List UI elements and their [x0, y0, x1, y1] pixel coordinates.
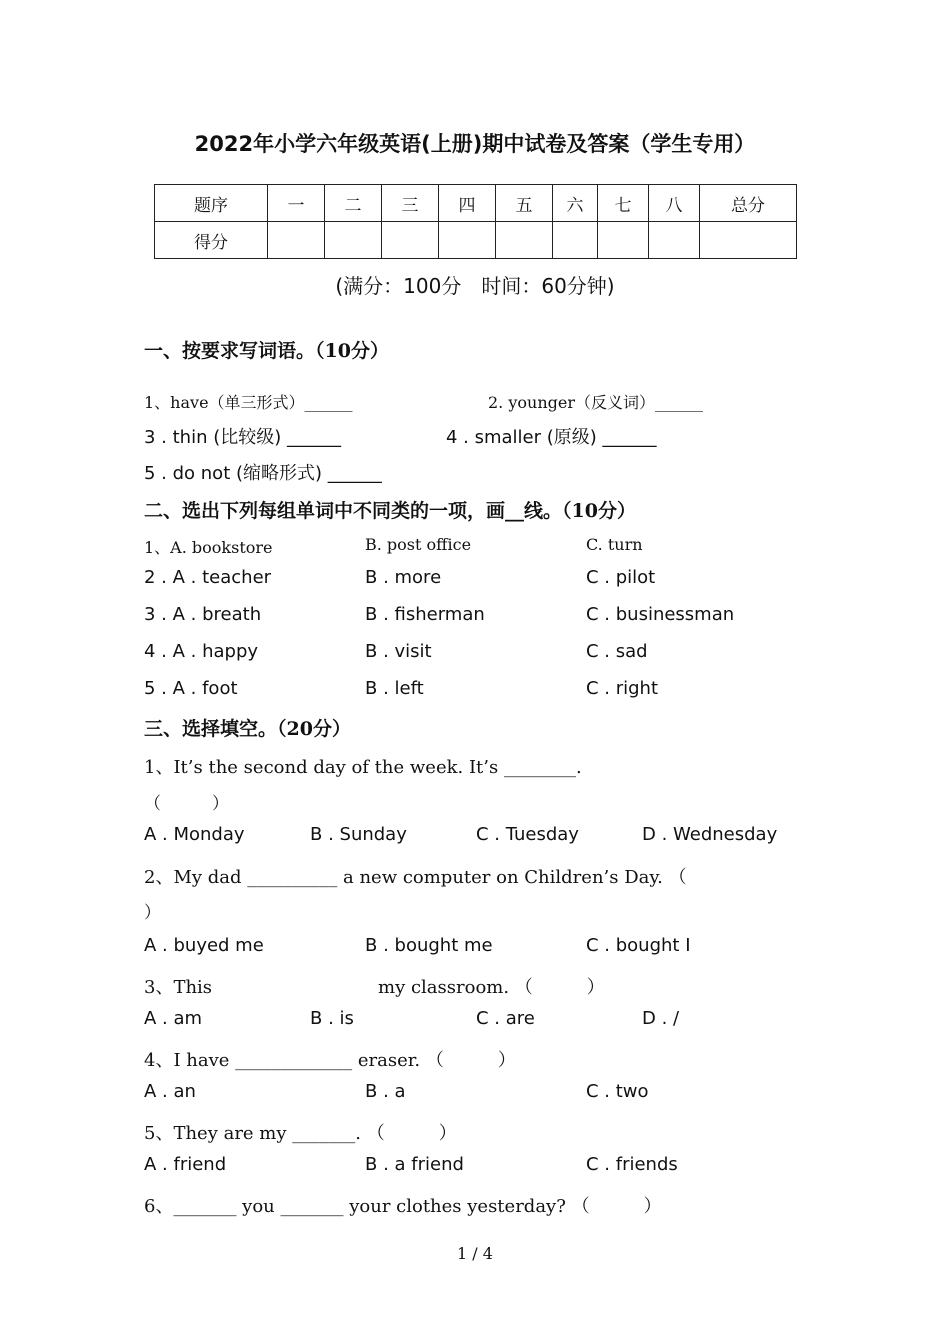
- header-cell: 八: [649, 185, 700, 222]
- header-cell: 一: [268, 185, 325, 222]
- question-5: 5、They are my _______. （ ）: [144, 1123, 457, 1144]
- header-cell: 四: [439, 185, 496, 222]
- question-1: 1、It’s the second day of the week. It’s ________.: [144, 757, 582, 778]
- score-cell[interactable]: [325, 222, 382, 259]
- section-2-option: 5 . A . foot: [144, 678, 238, 699]
- question-1-option: B . Sunday: [310, 824, 407, 845]
- question-5-option: A . friend: [144, 1154, 227, 1175]
- answer-bracket: （ ）: [144, 794, 229, 814]
- section-1-item: 3 . thin (比较级) ______: [144, 427, 341, 448]
- question-4-option: A . an: [144, 1081, 196, 1102]
- section-1-item: 4 . smaller (原级) ______: [446, 427, 657, 448]
- score-cell[interactable]: [382, 222, 439, 259]
- section-2-option: C . pilot: [586, 567, 656, 588]
- section-2-option: C. turn: [586, 535, 643, 554]
- score-cell[interactable]: [268, 222, 325, 259]
- section-2-option: 2 . A . teacher: [144, 567, 272, 588]
- question-4-option: B . a: [365, 1081, 406, 1102]
- question-3-start: 3、This: [144, 977, 213, 998]
- question-2-option: B . bought me: [365, 935, 493, 956]
- section-2-option: 4 . A . happy: [144, 641, 259, 662]
- score-cell[interactable]: [439, 222, 496, 259]
- header-cell: 题序: [155, 185, 268, 222]
- exam-subtitle: (满分：100分 时间：60分钟): [335, 274, 615, 298]
- score-cell[interactable]: [598, 222, 649, 259]
- question-3-option: D . /: [642, 1008, 680, 1029]
- section-1-item: 2. younger（反义词）______: [488, 393, 703, 412]
- section-2-option: C . sad: [586, 641, 648, 662]
- section-2-heading: 二、选出下列每组单词中不同类的一项，画__线。（10分）: [144, 500, 636, 522]
- score-table: [154, 184, 797, 259]
- section-2-option: 3 . A . breath: [144, 604, 262, 625]
- section-2-option: C . businessman: [586, 604, 735, 625]
- score-table-score-row: [155, 222, 797, 259]
- question-6: 6、_______ you _______ your clothes yesterday? （ ）: [144, 1196, 662, 1217]
- question-4-option: C . two: [586, 1081, 649, 1102]
- section-2-option: B . fisherman: [365, 604, 485, 625]
- section-2-option: 1、A. bookstore: [144, 538, 273, 557]
- score-cell[interactable]: [496, 222, 553, 259]
- section-3-heading: 三、选择填空。（20分）: [144, 718, 351, 740]
- header-cell: 五: [496, 185, 553, 222]
- question-4: 4、I have _____________ eraser. （ ）: [144, 1050, 516, 1071]
- section-2-option: B. post office: [365, 535, 472, 554]
- question-1-option: D . Wednesday: [642, 824, 778, 845]
- section-1-item: 5 . do not (缩略形式) ______: [144, 463, 382, 484]
- header-cell: 六: [553, 185, 598, 222]
- header-cell: 二: [325, 185, 382, 222]
- section-1-heading: 一、按要求写词语。（10分）: [144, 340, 389, 362]
- page-number: 1 / 4: [457, 1244, 493, 1263]
- page-title: 2022年小学六年级英语(上册)期中试卷及答案（学生专用）: [194, 132, 756, 156]
- answer-bracket: ）: [144, 903, 161, 923]
- header-cell: 三: [382, 185, 439, 222]
- header-cell: 七: [598, 185, 649, 222]
- score-cell[interactable]: [700, 222, 797, 259]
- question-1-option: A . Monday: [144, 824, 245, 845]
- score-cell[interactable]: [553, 222, 598, 259]
- header-cell: 总分: [700, 185, 797, 222]
- question-3-option: C . are: [476, 1008, 535, 1029]
- section-2-option: C . right: [586, 678, 659, 699]
- question-2-option: C . bought I: [586, 935, 691, 956]
- score-row-label: 得分: [155, 222, 268, 259]
- score-table-header-row: [155, 185, 797, 222]
- section-1-item: 1、have（单三形式）______: [144, 393, 353, 412]
- question-5-option: C . friends: [586, 1154, 678, 1175]
- question-5-option: B . a friend: [365, 1154, 464, 1175]
- question-1-option: C . Tuesday: [476, 824, 579, 845]
- score-cell[interactable]: [649, 222, 700, 259]
- question-3-option: A . am: [144, 1008, 203, 1029]
- question-2-option: A . buyed me: [144, 935, 264, 956]
- section-2-option: B . more: [365, 567, 442, 588]
- section-2-option: B . visit: [365, 641, 432, 662]
- section-2-option: B . left: [365, 678, 424, 699]
- question-3-option: B . is: [310, 1008, 354, 1029]
- question-3-end: my classroom. （ ）: [378, 977, 605, 998]
- question-2: 2、My dad __________ a new computer on Children’s Day. （: [144, 867, 687, 888]
